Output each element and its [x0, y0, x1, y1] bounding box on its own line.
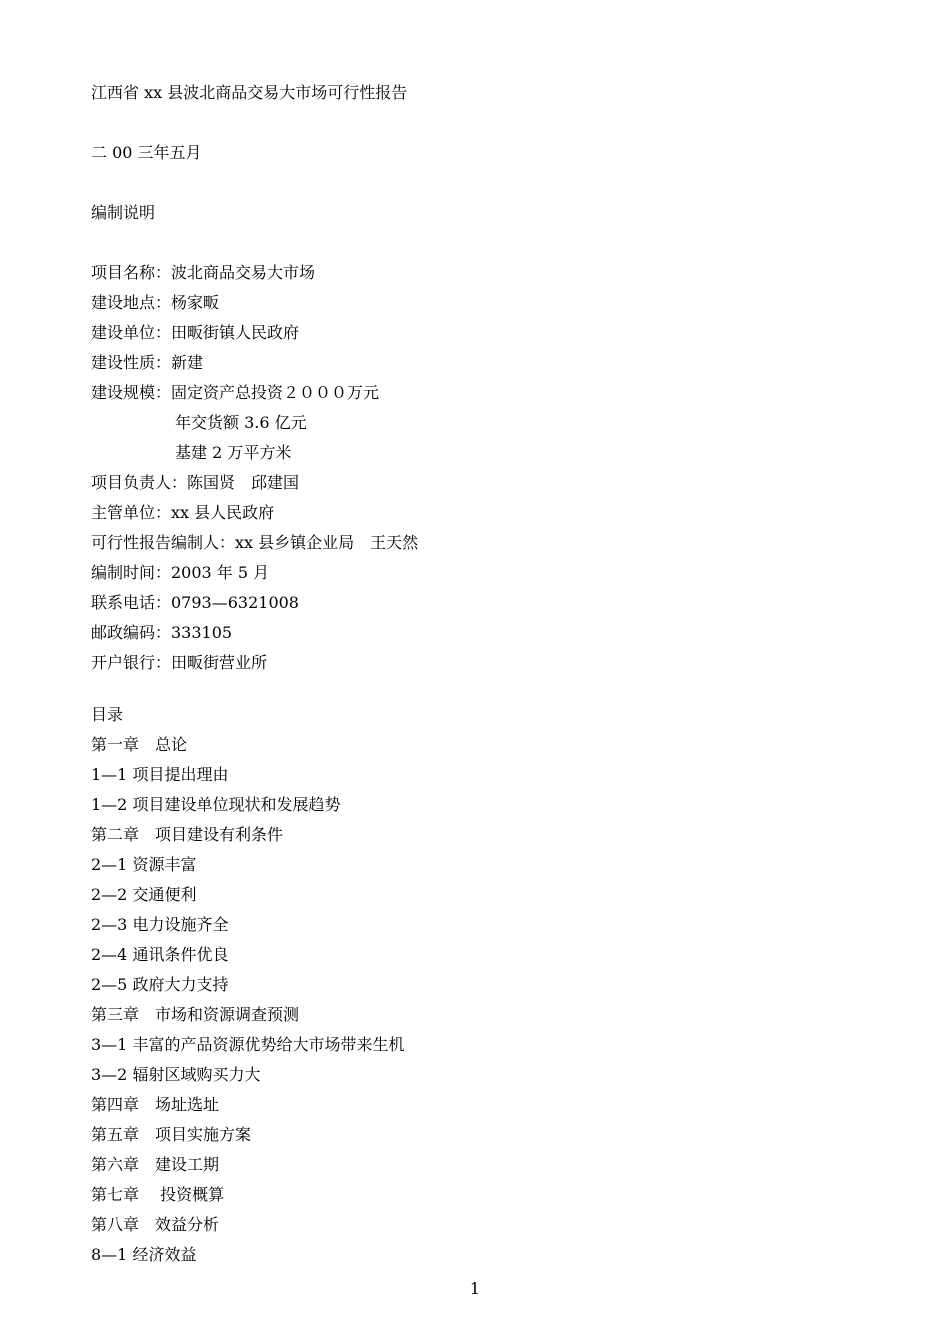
- info-leader: 项目负责人：陈国贤 邱建国: [91, 473, 300, 492]
- toc-item: 3—1 丰富的产品资源优势给大市场带来生机: [91, 1035, 405, 1054]
- toc-item: 1—2 项目建设单位现状和发展趋势: [91, 795, 341, 814]
- toc-item: 2—4 通讯条件优良: [91, 945, 229, 964]
- toc-item: 第一章 总论: [91, 735, 188, 754]
- info-project-name: 项目名称：波北商品交易大市场: [91, 263, 316, 282]
- info-bank: 开户银行：田畈街营业所: [91, 653, 268, 672]
- info-time: 编制时间：2003 年 5 月: [91, 563, 270, 582]
- toc-item: 2—5 政府大力支持: [91, 975, 229, 994]
- info-nature: 建设性质：新建: [91, 353, 204, 372]
- info-scale-investment: 建设规模：固定资产总投资２０００万元: [91, 383, 380, 402]
- toc-item: 3—2 辐射区域购买力大: [91, 1065, 261, 1084]
- toc-item: 8—1 经济效益: [91, 1245, 197, 1264]
- info-postcode: 邮政编码：333105: [91, 623, 233, 642]
- project-info: [91, 258, 871, 678]
- info-author: 可行性报告编制人：xx 县乡镇企业局 王天然: [91, 533, 419, 552]
- toc-item: 第二章 项目建设有利条件: [91, 825, 284, 844]
- document-title: 江西省 xx 县波北商品交易大市场可行性报告: [91, 83, 408, 102]
- toc-item: 第三章 市场和资源调查预测: [91, 1005, 300, 1024]
- info-scale-area: 基建 2 万平方米: [175, 443, 292, 462]
- toc-item: 2—1 资源丰富: [91, 855, 197, 874]
- toc-item: 第五章 项目实施方案: [91, 1125, 252, 1144]
- page-number: 1: [469, 1279, 481, 1298]
- toc-item: 第八章 效益分析: [91, 1215, 220, 1234]
- toc-item: 第四章 场址选址: [91, 1095, 220, 1114]
- info-location: 建设地点：杨家畈: [91, 293, 220, 312]
- toc-heading: 目录: [91, 705, 124, 724]
- toc-item: 第六章 建设工期: [91, 1155, 220, 1174]
- info-phone: 联系电话：0793—6321008: [91, 593, 299, 612]
- info-scale-turnover: 年交货额 3.6 亿元: [175, 413, 307, 432]
- toc-item: 2—3 电力设施齐全: [91, 915, 229, 934]
- info-builder: 建设单位：田畈街镇人民政府: [91, 323, 300, 342]
- document-date: 二 00 三年五月: [91, 143, 202, 162]
- page-content: [91, 78, 871, 1270]
- section-heading: 编制说明: [91, 203, 156, 222]
- toc-item: 2—2 交通便利: [91, 885, 197, 904]
- toc-item: 1—1 项目提出理由: [91, 765, 229, 784]
- toc-item: 第七章 投资概算: [91, 1185, 225, 1204]
- info-authority: 主管单位：xx 县人民政府: [91, 503, 275, 522]
- table-of-contents: [91, 730, 871, 1270]
